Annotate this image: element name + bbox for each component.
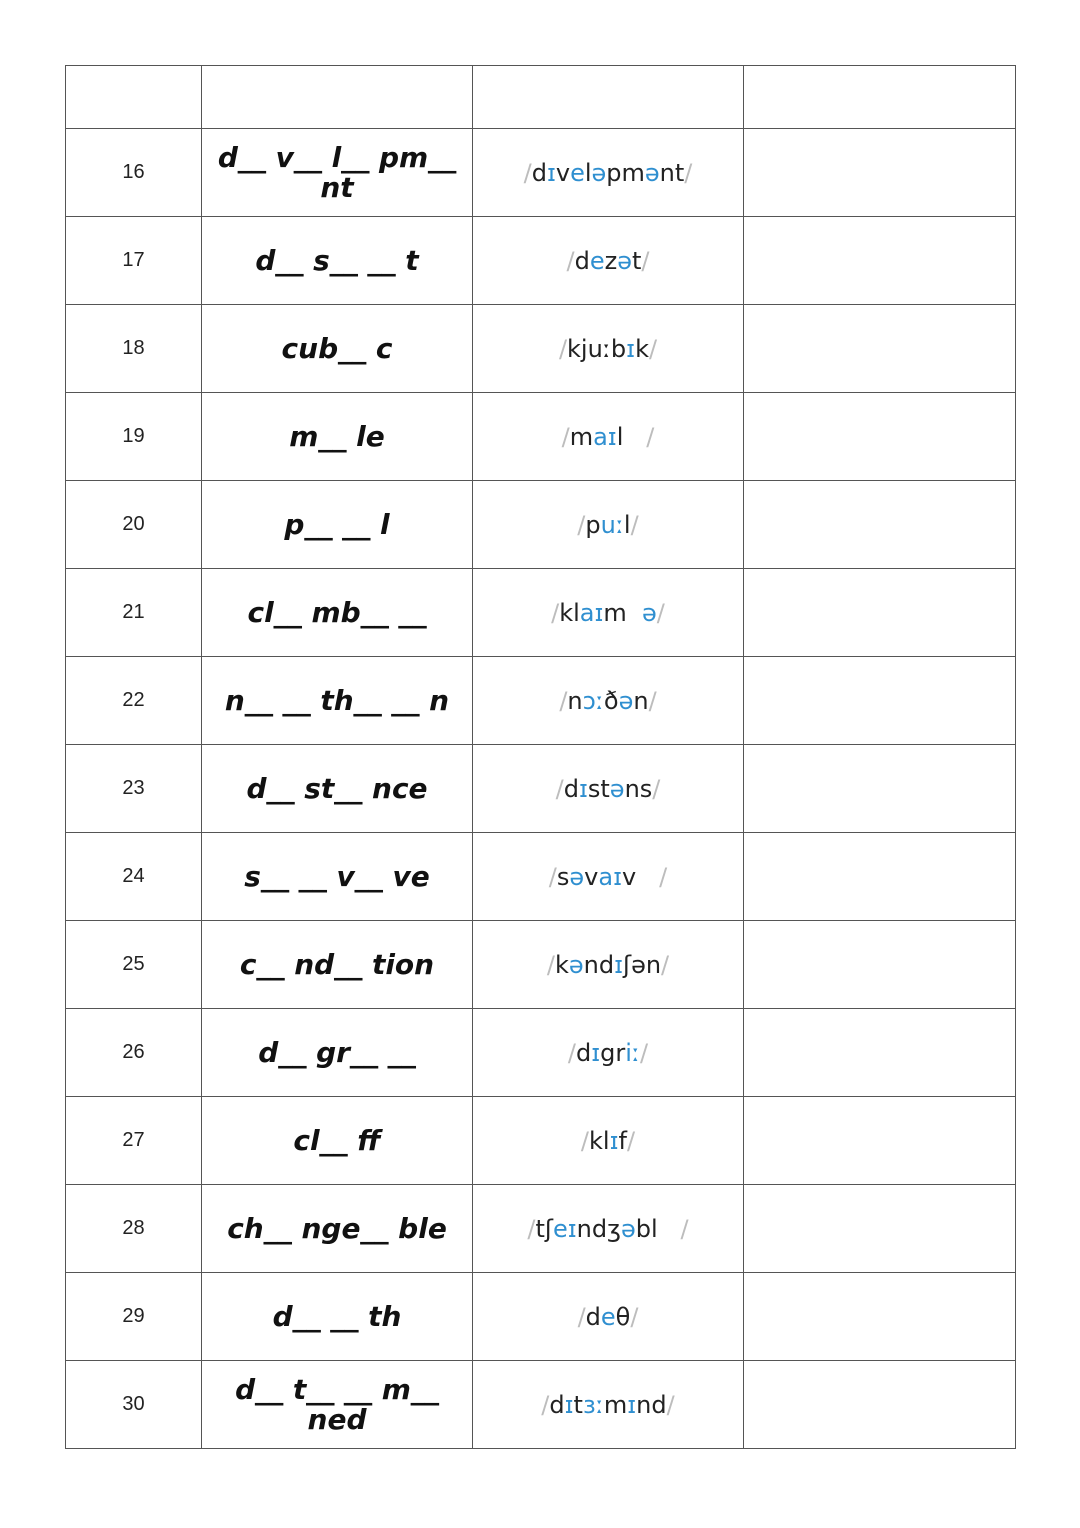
item-number: 21	[66, 569, 202, 657]
table-row	[66, 305, 1016, 393]
ipa-vowel-highlight: e	[589, 246, 605, 275]
gapped-word: d__ st__ nce	[202, 745, 473, 833]
answer-cell[interactable]	[744, 217, 1016, 305]
gapped-word: p__ __ l	[202, 481, 473, 569]
gapped-word: d__ t__ __ m__ ned	[202, 1361, 473, 1449]
header-cell-number	[66, 66, 202, 129]
answer-cell[interactable]	[744, 481, 1016, 569]
ipa-slash: /	[527, 1214, 536, 1243]
table-row	[66, 1185, 1016, 1273]
ipa-segment: ð	[603, 686, 619, 715]
gapped-word: s__ __ v__ ve	[202, 833, 473, 921]
ipa-slash: /	[567, 1038, 576, 1067]
phonetic-transcription	[473, 129, 744, 217]
ipa-segment: d	[531, 158, 547, 187]
ipa-slash: /	[630, 510, 639, 539]
ipa-segment: ʃən	[623, 950, 662, 979]
answer-cell[interactable]	[744, 1185, 1016, 1273]
item-number: 18	[66, 305, 202, 393]
ipa-slash: /	[577, 510, 586, 539]
header-cell-phonetic	[473, 66, 744, 129]
answer-cell[interactable]	[744, 1361, 1016, 1449]
ipa-segment: l	[584, 158, 592, 187]
phonetic-transcription	[473, 745, 744, 833]
item-number: 20	[66, 481, 202, 569]
ipa-vowel-highlight: ɪ	[564, 1390, 574, 1419]
item-number: 27	[66, 1097, 202, 1185]
ipa-slash: /	[558, 334, 568, 363]
phonetic-transcription	[473, 217, 744, 305]
table-row	[66, 657, 1016, 745]
answer-cell[interactable]	[744, 1273, 1016, 1361]
ipa-segment: kjuːb	[567, 334, 627, 363]
table-row	[66, 217, 1016, 305]
ipa-slash: /	[630, 1302, 639, 1331]
table-row	[66, 481, 1016, 569]
ipa-slash: /	[541, 1390, 550, 1419]
ipa-vowel-highlight: ə	[620, 1214, 636, 1243]
ipa-segment: k	[554, 950, 569, 979]
table-row	[66, 393, 1016, 481]
ipa-vowel-highlight: ɪ	[614, 950, 623, 979]
ipa-segment: t	[573, 1390, 583, 1419]
ipa-vowel-highlight: ɪ	[627, 1390, 637, 1419]
ipa-vowel-highlight: ə	[617, 246, 632, 275]
ipa-segment: d	[563, 774, 579, 803]
gapped-word: cub__ c	[202, 305, 473, 393]
ipa-slash: /	[555, 774, 564, 803]
ipa-slash: /	[566, 246, 575, 275]
gapped-word: d__ gr__ __	[202, 1009, 473, 1097]
ipa-slash: /	[551, 598, 560, 627]
ipa-slash: /	[546, 950, 555, 979]
ipa-segment: t	[631, 246, 642, 275]
table-row	[66, 1097, 1016, 1185]
ipa-vowel-highlight: ɪ	[546, 158, 556, 187]
ipa-slash: /	[626, 1126, 636, 1155]
ipa-vowel-highlight: ɪ	[609, 1126, 619, 1155]
ipa-vowel-highlight: ə	[609, 774, 625, 803]
ipa-slash: /	[548, 862, 557, 891]
table-row	[66, 1273, 1016, 1361]
ipa-segment: kl	[559, 598, 580, 627]
ipa-slash: /	[659, 862, 668, 891]
table-row	[66, 745, 1016, 833]
ipa-slash: /	[652, 774, 661, 803]
answer-cell[interactable]	[744, 745, 1016, 833]
phonetic-transcription	[473, 921, 744, 1009]
gapped-word: d__ __ th	[202, 1273, 473, 1361]
ipa-vowel-highlight: ə	[568, 950, 584, 979]
ipa-segment: gr	[600, 1038, 626, 1067]
answer-cell[interactable]	[744, 393, 1016, 481]
ipa-slash: /	[666, 1390, 675, 1419]
item-number: 24	[66, 833, 202, 921]
phonetic-transcription	[473, 305, 744, 393]
ipa-segment: ndʒ	[576, 1214, 621, 1243]
ipa-segment: d	[574, 246, 590, 275]
answer-cell[interactable]	[744, 921, 1016, 1009]
phonetic-transcription	[473, 1361, 744, 1449]
ipa-vowel-highlight: e	[570, 158, 585, 187]
ipa-vowel-highlight: aɪ	[579, 598, 604, 627]
ipa-segment: nd	[583, 950, 615, 979]
ipa-segment: d	[549, 1390, 565, 1419]
ipa-segment: m	[603, 1390, 628, 1419]
ipa-vowel-highlight: e	[600, 1302, 616, 1331]
ipa-slash: /	[656, 598, 665, 627]
table-row	[66, 569, 1016, 657]
ipa-slash: /	[680, 1214, 689, 1243]
phonetic-transcription	[473, 1185, 744, 1273]
ipa-vowel-highlight: ɪ	[626, 334, 636, 363]
ipa-vowel-highlight: ɜː	[582, 1390, 604, 1419]
ipa-slash: /	[661, 950, 670, 979]
item-number: 22	[66, 657, 202, 745]
ipa-segment: nt	[659, 158, 685, 187]
ipa-segment: n	[633, 686, 649, 715]
ipa-segment: pm	[606, 158, 645, 187]
ipa-slash: /	[648, 334, 658, 363]
ipa-vowel-highlight: ɪ	[591, 1038, 601, 1067]
ipa-vowel-highlight: ɔː	[582, 686, 604, 715]
item-number: 19	[66, 393, 202, 481]
item-number: 17	[66, 217, 202, 305]
ipa-segment: st	[587, 774, 610, 803]
phonetic-transcription	[473, 569, 744, 657]
gapped-word: m__ le	[202, 393, 473, 481]
item-number: 23	[66, 745, 202, 833]
gapped-word: c__ nd__ tion	[202, 921, 473, 1009]
header-cell-word	[202, 66, 473, 129]
ipa-segment: kl	[589, 1126, 610, 1155]
ipa-vowel-highlight: aɪ	[593, 422, 617, 451]
gapped-word: n__ __ th__ __ n	[202, 657, 473, 745]
ipa-segment: ns	[624, 774, 653, 803]
ipa-vowel-highlight: iː	[625, 1038, 641, 1067]
ipa-slash: /	[523, 158, 532, 187]
phonetic-transcription	[473, 1273, 744, 1361]
ipa-vowel-highlight: ə	[642, 598, 657, 627]
ipa-segment: k	[635, 334, 649, 363]
phonetic-transcription	[473, 657, 744, 745]
phonetic-transcription	[473, 1009, 744, 1097]
gapped-word: d__ s__ __ t	[202, 217, 473, 305]
ipa-segment: m	[569, 422, 594, 451]
ipa-segment: p	[585, 510, 601, 539]
ipa-slash: /	[580, 1126, 590, 1155]
ipa-segment: v	[622, 862, 660, 891]
ipa-slash: /	[648, 686, 657, 715]
ipa-vowel-highlight: uː	[600, 510, 624, 539]
table-row	[66, 129, 1016, 217]
table-row	[66, 833, 1016, 921]
ipa-segment: θ	[615, 1302, 631, 1331]
phonetic-transcription	[473, 393, 744, 481]
item-number: 29	[66, 1273, 202, 1361]
ipa-segment: z	[604, 246, 618, 275]
phonetic-transcription	[473, 833, 744, 921]
gapped-word: cl__ mb__ __	[202, 569, 473, 657]
gapped-word: d__ v__ l__ pm__ nt	[202, 129, 473, 217]
ipa-vowel-highlight: ə	[618, 686, 634, 715]
answer-cell[interactable]	[744, 1097, 1016, 1185]
ipa-slash: /	[640, 1038, 649, 1067]
item-number: 28	[66, 1185, 202, 1273]
ipa-segment: f	[618, 1126, 627, 1155]
header-row	[66, 66, 1016, 129]
answer-cell[interactable]	[744, 569, 1016, 657]
ipa-vowel-highlight: eɪ	[552, 1214, 577, 1243]
answer-cell[interactable]	[744, 657, 1016, 745]
ipa-slash: /	[561, 422, 570, 451]
table-row	[66, 1361, 1016, 1449]
ipa-slash: /	[559, 686, 568, 715]
ipa-segment: v	[584, 862, 599, 891]
item-number: 26	[66, 1009, 202, 1097]
table-row	[66, 921, 1016, 1009]
ipa-segment: bl	[635, 1214, 681, 1243]
ipa-vowel-highlight: ə	[569, 862, 585, 891]
phonetic-transcription	[473, 481, 744, 569]
ipa-segment: l	[616, 422, 647, 451]
item-number: 16	[66, 129, 202, 217]
ipa-vowel-highlight: ə	[591, 158, 607, 187]
answer-cell[interactable]	[744, 305, 1016, 393]
ipa-segment: v	[555, 158, 571, 187]
ipa-slash: /	[641, 246, 650, 275]
ipa-segment: n	[567, 686, 583, 715]
ipa-segment: nd	[636, 1390, 667, 1419]
answer-cell[interactable]	[744, 129, 1016, 217]
ipa-vowel-highlight: ɪ	[578, 774, 588, 803]
phonetic-transcription	[473, 1097, 744, 1185]
ipa-slash: /	[577, 1302, 586, 1331]
ipa-segment: m	[603, 598, 643, 627]
vocabulary-table	[65, 65, 1016, 1449]
gapped-word: cl__ ff	[202, 1097, 473, 1185]
table-row	[66, 1009, 1016, 1097]
header-cell-answer	[744, 66, 1016, 129]
ipa-segment: tʃ	[535, 1214, 553, 1243]
ipa-slash: /	[684, 158, 693, 187]
item-number: 30	[66, 1361, 202, 1449]
answer-cell[interactable]	[744, 1009, 1016, 1097]
ipa-segment: s	[556, 862, 570, 891]
ipa-slash: /	[646, 422, 655, 451]
ipa-segment: l	[623, 510, 631, 539]
answer-cell[interactable]	[744, 833, 1016, 921]
ipa-vowel-highlight: aɪ	[598, 862, 622, 891]
ipa-vowel-highlight: ə	[644, 158, 660, 187]
item-number: 25	[66, 921, 202, 1009]
ipa-segment: d	[585, 1302, 601, 1331]
gapped-word: ch__ nge__ ble	[202, 1185, 473, 1273]
ipa-segment: d	[575, 1038, 592, 1067]
